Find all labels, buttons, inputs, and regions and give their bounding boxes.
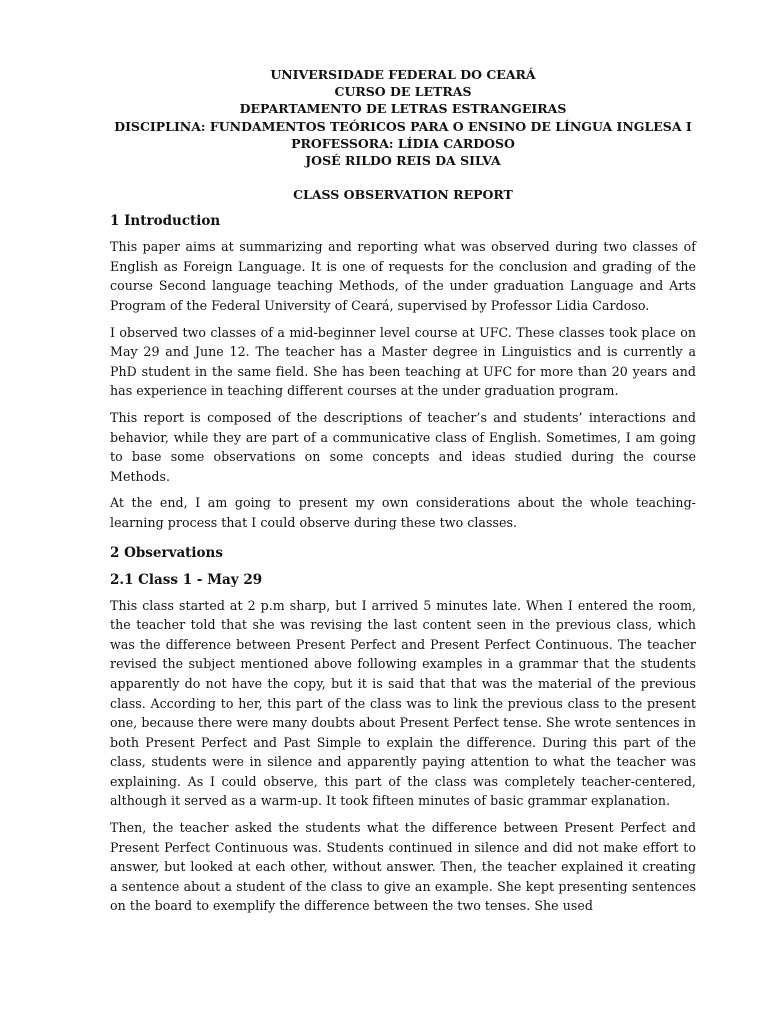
section-heading: 2 Observations: [110, 544, 223, 561]
section-observations: [110, 544, 696, 562]
header-department: DEPARTAMENTO DE LETRAS ESTRANGEIRAS: [239, 101, 567, 117]
section-class1: [110, 571, 696, 917]
paragraph: This class started at 2 p.m sharp, but I arrived 5 minutes late. When I entered the room, the teacher told that she was revising the last content seen in the previous class, which was the difference between Present Perfect and Present Perfect Continuous. The teacher revised the subject mentioned above following examples in a grammar that the students apparently do not have the copy, but it is said that that was the material of the previous class. According to her, this part of the class was to link the previous class to the present one, because there were many doubts about Present Perfect tense. She wrote sentences in both Present Perfect and Past Simple to explain the difference. During this part of the class, students were in silence and apparently paying attention to what the teacher was explaining. As I could observe, this part of the class was completely teacher-centered, although it served as a warm-up. It took fifteen minutes of basic grammar explanation.: [110, 597, 696, 809]
header-university: UNIVERSIDADE FEDERAL DO CEARÁ: [270, 67, 536, 82]
header-course: CURSO DE LETRAS: [334, 84, 472, 100]
paragraph: I observed two classes of a mid-beginner level course at UFC. These classes took place on May 29 and June 12. The teacher has a Master degree in Linguistics and is currently a PhD student in the same field. She has been teaching at UFC for more than 20 years and has experience in teaching different courses at the under graduation program.: [110, 324, 696, 399]
document-header: [110, 66, 696, 169]
paragraph: At the end, I am going to present my own considerations about the whole teaching-learning process that I could observe during these two classes.: [110, 495, 696, 530]
header-professor: PROFESSORA: LÍDIA CARDOSO: [291, 135, 515, 151]
section-heading: 1 Introduction: [110, 213, 221, 230]
paragraph: Then, the teacher asked the students what the difference between Present Perfect and Present Perfect Continuous was. Students continued in silence and did not make effort to answer, but looked at each other, without answer. Then, the teacher explained it creating a sentence about a student of the class to give an example. She kept presenting sentences on the board to exemplify the difference between the two tenses. She used: [110, 820, 696, 914]
paragraph: This report is composed of the descriptions of teacher’s and students’ interactions and behavior, while they are part of a communicative class of English. Sometimes, I am going to base some observations on some concepts and ideas studied during the course Methods.: [110, 409, 696, 484]
paragraph: This paper aims at summarizing and reporting what was observed during two classes of English as Foreign Language. It is one of requests for the conclusion and grading of the course Second language teaching Methods, of the under graduation Language and Arts Program of the Federal University of Ceará, supervised by Professor Lidia Cardoso.: [110, 239, 696, 313]
report-title: CLASS OBSERVATION REPORT: [293, 187, 513, 203]
subsection-heading: 2.1 Class 1 - May 29: [110, 571, 263, 588]
header-author: JOSÉ RILDO REIS DA SILVA: [305, 153, 501, 169]
section-introduction: [110, 212, 696, 532]
header-discipline: DISCIPLINA: FUNDAMENTOS TEÓRICOS PARA O ENSINO DE LÍNGUA INGLESA I: [114, 118, 692, 134]
